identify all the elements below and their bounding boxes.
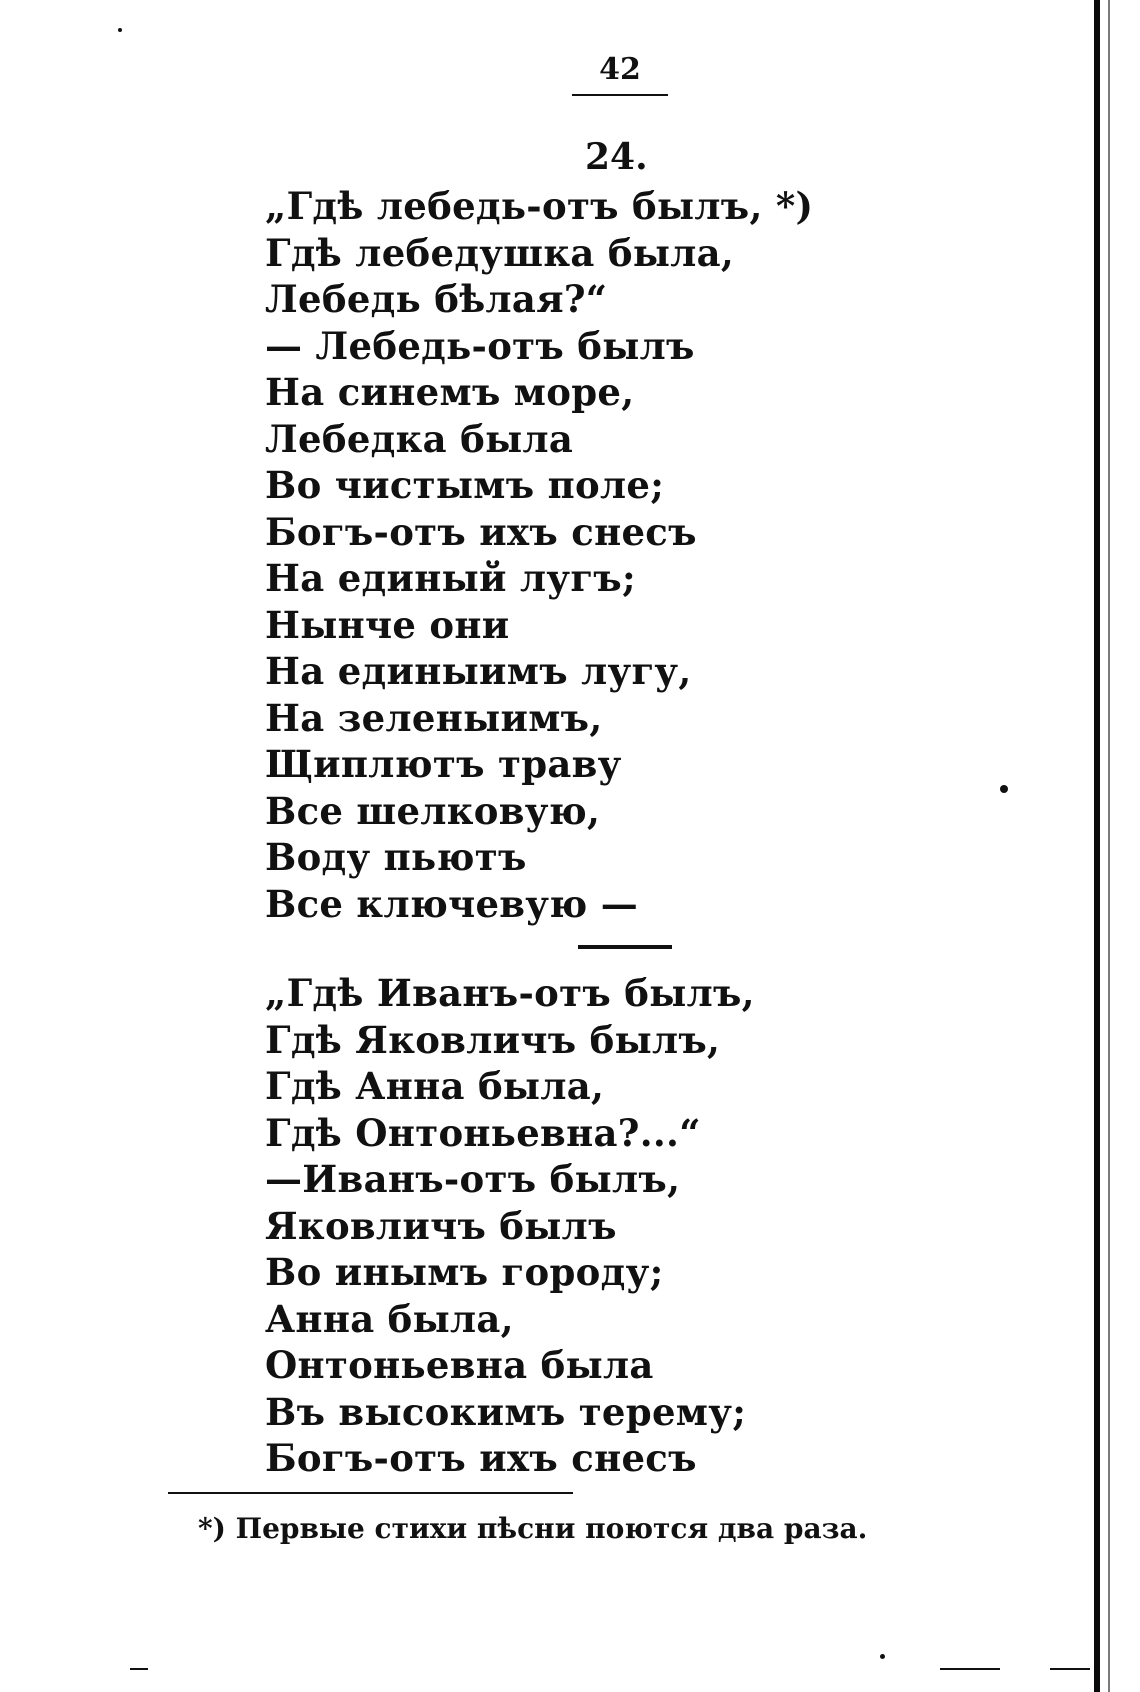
verse-line: — Лебедь-отъ былъ	[265, 323, 695, 368]
verse-line: Щиплютъ траву	[265, 742, 622, 786]
verse-line: Гдѣ лебедушка была,	[265, 230, 735, 275]
verse-line: Лебедь бѣлая?“	[265, 277, 608, 321]
verse-line: Лебедка была	[265, 416, 574, 461]
scan-speck	[880, 1654, 885, 1659]
verse-line: Нынче они	[265, 602, 510, 647]
verse-line: На единыимъ лугу,	[265, 649, 692, 693]
verse-line: Богъ-отъ ихъ снесъ	[265, 509, 697, 554]
verse-line: На единый лугъ;	[265, 556, 636, 600]
verse-line: Въ высокимъ терему;	[265, 1389, 747, 1434]
verse-line: Воду пьютъ	[265, 835, 527, 879]
page-edge-line	[1108, 0, 1110, 1692]
verse-line: Во инымъ городу;	[265, 1250, 664, 1294]
verse-line: Все ключевую —	[265, 881, 639, 926]
verse-line: Гдѣ Яковличъ былъ,	[265, 1017, 721, 1062]
verse-line: „Гдѣ лебедь-отъ былъ, *)	[265, 184, 814, 228]
verse-line: Богъ-отъ ихъ снесъ	[265, 1436, 697, 1480]
section-divider	[578, 945, 672, 949]
verse-line: Гдѣ Анна была,	[265, 1064, 605, 1108]
verse-line: —Иванъ-отъ былъ,	[265, 1157, 681, 1201]
verse-2	[265, 970, 755, 1482]
scan-mark	[130, 1668, 148, 1670]
verse-line: Гдѣ Онтоньевна?...“	[265, 1110, 701, 1155]
verse-1	[265, 183, 813, 927]
verse-line: Во чистымъ поле;	[265, 463, 665, 507]
verse-line: На зеленыимъ,	[265, 695, 603, 740]
page-number: 42	[599, 52, 641, 87]
verse-line: Все шелковую,	[265, 788, 601, 833]
footnote-rule	[168, 1492, 573, 1494]
page-number-rule	[572, 94, 668, 96]
verse-line: Анна была,	[265, 1296, 514, 1341]
verse-line: Онтоньевна была	[265, 1343, 654, 1387]
scan-mark	[940, 1668, 1000, 1670]
footnote: *) Первые стихи пѣсни поются два раза.	[198, 1512, 868, 1545]
verse-line: Яковличъ былъ	[265, 1203, 617, 1248]
scan-mark	[1050, 1668, 1090, 1670]
song-number: 24.	[585, 136, 648, 178]
page-edge-shadow	[1094, 0, 1100, 1692]
verse-line: „Гдѣ Иванъ-отъ былъ,	[265, 971, 755, 1015]
scan-speck	[118, 28, 122, 32]
scan-speck	[1000, 785, 1008, 793]
verse-line: На синемъ море,	[265, 370, 635, 414]
